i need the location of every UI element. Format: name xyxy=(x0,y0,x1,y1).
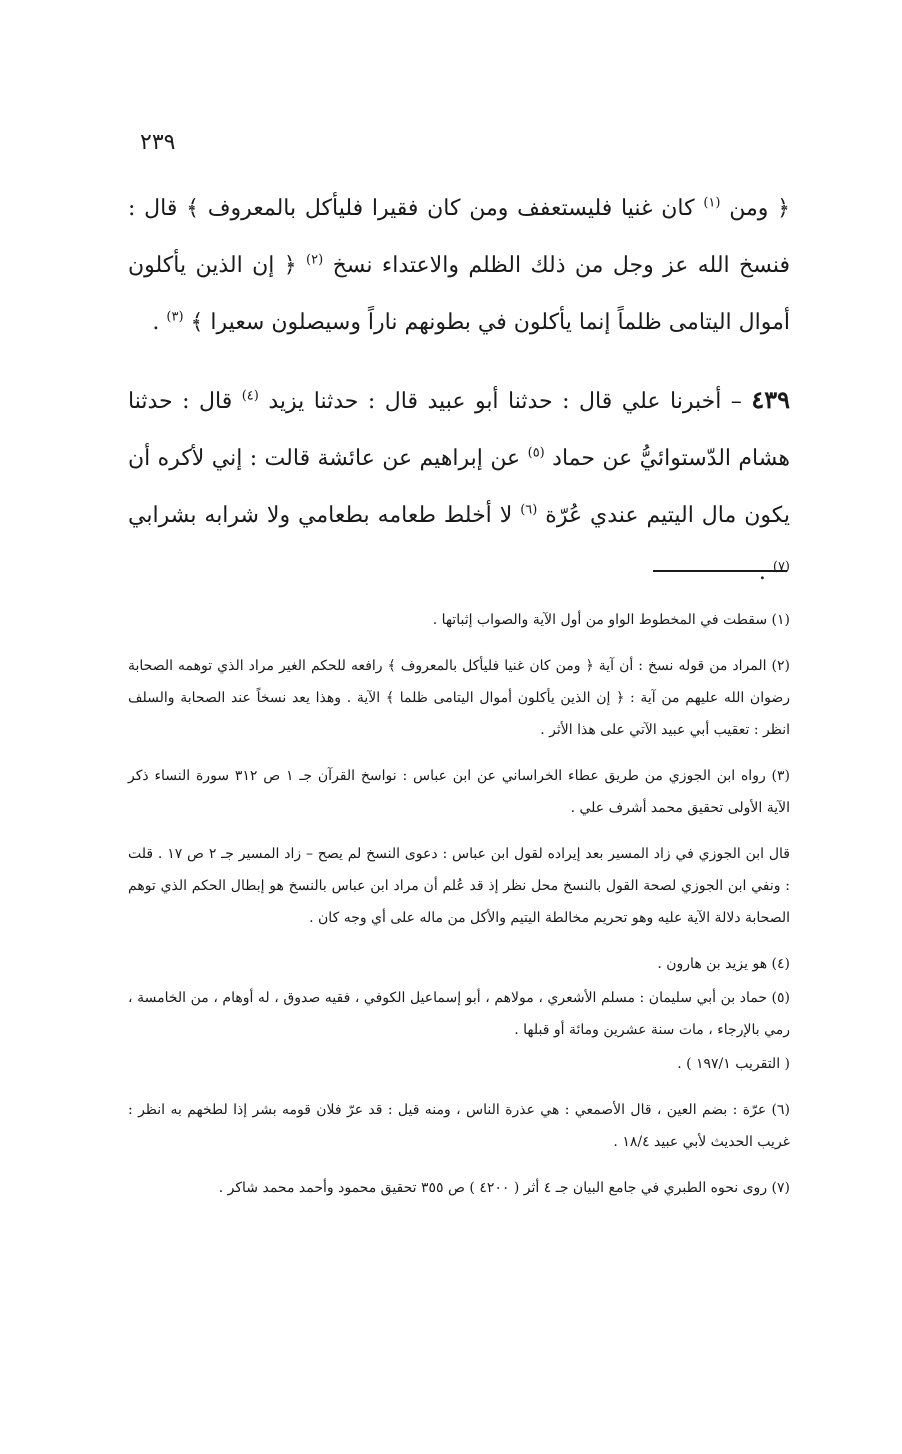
footnote-7: (٧) روى نحوه الطبري في جامع البيان جـ ٤ أثر ( ٤٢٠٠ ) ص ٣٥٥ تحقيق محمود وأحمد محمد شاكر . xyxy=(218,1180,790,1196)
text-segment: لا أخلط طعامه بطعامي ولا شرابه بشرابي xyxy=(128,503,513,528)
footnote-3-continued: قال ابن الجوزي في زاد المسير بعد إيراده لقول ابن عباس : دعوى النسخ لم يصح – زاد المسير جـ ٢ ص ١٧ . قلت : ونفي ابن الجوزي لصحة القول بالنسخ محل نظر إذ قد عُلم أن مراد ابن عباس بالنسخ هو إبطال الحكم الذي توهم الصحابة دلالة الآية عليه وهو تحريم مخالطة اليتيم والأكل من ماله على أي وجه كان . xyxy=(128,846,790,926)
footnote-1: (١) سقطت في المخطوط الواو من أول الآية والصواب إثباتها . xyxy=(432,612,790,628)
paragraph-hadith-439 xyxy=(128,371,790,601)
footnote-ref-7: (٧) xyxy=(772,559,790,575)
text-segment: . xyxy=(152,310,160,335)
text-segment: ﴿ إن الذين يأكلون أموال اليتامى ظلماً إنما يأكلون في بطونهم ناراً وسيصلون سعيرا ﴾ xyxy=(128,253,790,335)
footnote-ref-2: (٢) xyxy=(306,252,324,268)
text-segment: عن إبراهيم عن عائشة قالت : إني لأكره أن يكون مال اليتيم عندي عُرّة xyxy=(128,446,790,528)
footnote-ref-4: (٤) xyxy=(241,388,259,404)
text-segment: . xyxy=(758,560,766,585)
text-segment: قال : حدثنا هشام الدّستوائيُّ عن حماد xyxy=(128,389,790,471)
text-segment: ﴿ ومن xyxy=(729,196,790,221)
footnotes xyxy=(128,604,790,1218)
hadith-number: ٤٣٩ xyxy=(751,385,790,414)
page-number: ٢٣٩ xyxy=(140,130,176,155)
footnote-4: (٤) هو يزيد بن هارون . xyxy=(657,956,790,972)
footnote-5-reference: ( التقريب ١٩٧/١ ) . xyxy=(677,1056,790,1072)
footnote-ref-3: (٣) xyxy=(166,309,184,325)
footnote-ref-1: (١) xyxy=(703,195,721,211)
paragraph-quran-verse xyxy=(128,180,790,351)
text-segment: كان غنيا فليستعفف ومن كان فقيرا فليأكل بالمعروف ﴾ قال : فنسخ الله عز وجل من ذلك الظلم والاعتداء نسخ xyxy=(128,196,790,278)
footnote-2: (٢) المراد من قوله نسخ : أن آية ﴿ ومن كان غنيا فليأكل بالمعروف ﴾ رافعه للحكم الغير مراد الذي توهمه الصحابة رضوان الله عليهم من آية : ﴿ إن الذين يأكلون أموال اليتامى ظلما ﴾ الآية . وهذا يعد نسخاً عند الصحابة والسلف انظر : تعقيب أبي عبيد الآتي على هذا الأثر . xyxy=(128,658,790,738)
footnote-6: (٦) عرّة : بضم العين ، قال الأصمعي : هي عذرة الناس ، ومنه قيل : قد عرّ فلان قومه بشر إذا لطخهم به انظر : غريب الحديث لأبي عبيد ١٨/٤ . xyxy=(128,1102,790,1150)
footnote-ref-5: (٥) xyxy=(527,445,545,461)
main-text xyxy=(128,180,790,601)
footnote-separator xyxy=(653,570,787,572)
text-segment: – أخبرنا علي قال : حدثنا أبو عبيد قال : حدثنا يزيد xyxy=(268,389,742,414)
footnote-5: (٥) حماد بن أبي سليمان : مسلم الأشعري ، مولاهم ، أبو إسماعيل الكوفي ، فقيه صدوق ، له أوهام ، من الخامسة ، رمي بالإرجاء ، مات سنة عشرين ومائة أو قبلها . xyxy=(128,990,790,1038)
footnote-ref-6: (٦) xyxy=(520,502,538,518)
footnote-3: (٣) رواه ابن الجوزي من طريق عطاء الخراساني عن ابن عباس : نواسخ القرآن جـ ١ ص ٣١٢ سورة النساء ذكر الآية الأولى تحقيق محمد أشرف علي . xyxy=(128,768,790,816)
